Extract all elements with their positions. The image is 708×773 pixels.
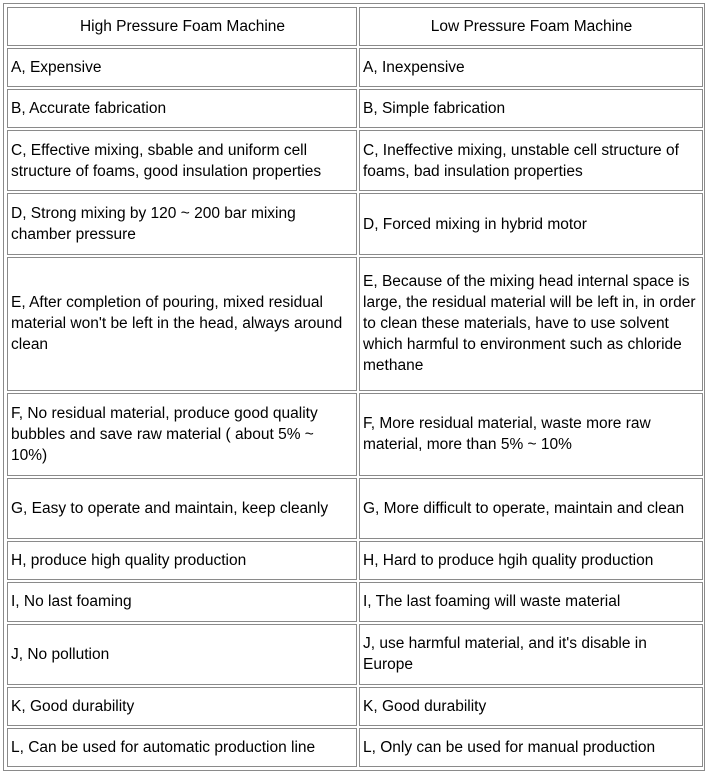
header-high-pressure: High Pressure Foam Machine <box>7 7 357 46</box>
cell-high-pressure: D, Strong mixing by 120 ~ 200 bar mixing chamber pressure <box>7 193 357 254</box>
cell-high-pressure: I, No last foaming <box>7 582 357 621</box>
cell-low-pressure: H, Hard to produce hgih quality production <box>359 541 703 580</box>
table-row <box>7 257 703 391</box>
table-row <box>7 478 703 539</box>
cell-high-pressure: J, No pollution <box>7 624 357 685</box>
cell-high-pressure: E, After completion of pouring, mixed residual material won't be left in the head, always around clean <box>7 257 357 391</box>
cell-low-pressure: J, use harmful material, and it's disable in Europe <box>359 624 703 685</box>
comparison-table-frame <box>3 3 705 771</box>
cell-low-pressure: E, Because of the mixing head internal space is large, the residual material will be left in, in order to clean these materials, have to use solvent which harmful to environment such as chloride methane <box>359 257 703 391</box>
table-row <box>7 541 703 580</box>
table-row <box>7 393 703 476</box>
cell-low-pressure: I, The last foaming will waste material <box>359 582 703 621</box>
cell-low-pressure: G, More difficult to operate, maintain and clean <box>359 478 703 539</box>
cell-high-pressure: F, No residual material, produce good quality bubbles and save raw material ( about 5% ~ 10%) <box>7 393 357 476</box>
cell-low-pressure: A, Inexpensive <box>359 48 703 87</box>
cell-high-pressure: K, Good durability <box>7 687 357 726</box>
table-row <box>7 728 703 767</box>
cell-low-pressure: B, Simple fabrication <box>359 89 703 128</box>
cell-high-pressure: B, Accurate fabrication <box>7 89 357 128</box>
table-row <box>7 130 703 191</box>
table-row <box>7 89 703 128</box>
cell-low-pressure: C, Ineffective mixing, unstable cell structure of foams, bad insulation properties <box>359 130 703 191</box>
cell-low-pressure: F, More residual material, waste more raw material, more than 5% ~ 10% <box>359 393 703 476</box>
table-row <box>7 582 703 621</box>
cell-low-pressure: L, Only can be used for manual production <box>359 728 703 767</box>
comparison-table <box>5 5 705 769</box>
table-row <box>7 687 703 726</box>
cell-high-pressure: A, Expensive <box>7 48 357 87</box>
table-header-row <box>7 7 703 46</box>
cell-high-pressure: H, produce high quality production <box>7 541 357 580</box>
table-row <box>7 624 703 685</box>
table-row <box>7 48 703 87</box>
cell-high-pressure: G, Easy to operate and maintain, keep cleanly <box>7 478 357 539</box>
cell-high-pressure: L, Can be used for automatic production line <box>7 728 357 767</box>
table-row <box>7 193 703 254</box>
cell-high-pressure: C, Effective mixing, sbable and uniform cell structure of foams, good insulation properties <box>7 130 357 191</box>
cell-low-pressure: K, Good durability <box>359 687 703 726</box>
header-low-pressure: Low Pressure Foam Machine <box>359 7 703 46</box>
cell-low-pressure: D, Forced mixing in hybrid motor <box>359 193 703 254</box>
